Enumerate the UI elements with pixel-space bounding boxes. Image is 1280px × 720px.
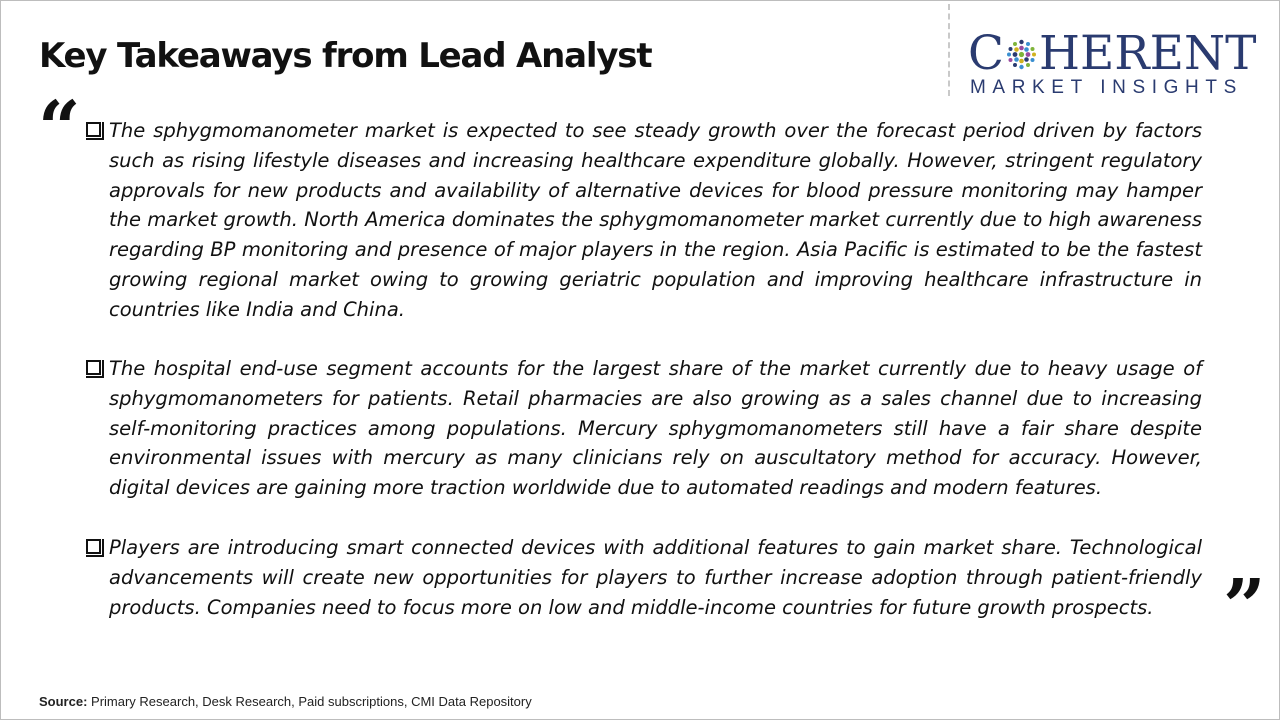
checkbox-bullet-icon [86, 360, 101, 375]
page-title: Key Takeaways from Lead Analyst [39, 36, 652, 76]
logo-wordmark [968, 26, 1257, 81]
takeaway-item [86, 116, 1202, 325]
source-note [39, 694, 532, 709]
header-divider [948, 4, 950, 96]
source-label: Source: [39, 694, 88, 709]
checkbox-bullet-icon [86, 122, 101, 137]
open-quote-icon: “ [38, 86, 81, 172]
logo-dot-globe-icon [1005, 38, 1038, 71]
logo-subtitle: MARKET INSIGHTS [970, 77, 1243, 98]
logo-letters-rest: HERENT [1038, 26, 1257, 81]
checkbox-bullet-icon [86, 539, 101, 554]
takeaway-text: The hospital end-use segment accounts for the largest share of the market currently due to heavy usage of sphygmomanometers for patients. Retail pharmacies are also growing as a sales channel due to increasing self-monitoring practices among populations. Mercury sphygmomanometers still have a fair share despite environmental issues with mercury as many clinicians rely on auscultatory method for accuracy. However, digital devices are gaining more traction worldwide due to automated readings and modern features. [109, 357, 1202, 500]
takeaway-text: Players are introducing smart connected devices with additional features to gain market share. Technological advancements will create new opportunities for players to further increase adoption through patient-friendly products. Companies need to focus more on low and middle-income countries for future growth prospects. [109, 536, 1202, 619]
takeaway-item [86, 533, 1202, 622]
company-logo [968, 26, 1260, 100]
logo-letter-c: C [968, 26, 1004, 81]
close-quote-icon: ” [1223, 564, 1266, 650]
takeaway-text: The sphygmomanometer market is expected to see steady growth over the forecast period driven by factors such as rising lifestyle diseases and increasing healthcare expenditure globally. However, stringent regulatory approvals for new products and availability of alternative devices for blood pressure monitoring may hamper the market growth. North America dominates the sphygmomanometer market currently due to high awareness regarding BP monitoring and presence of major players in the region. Asia Pacific is estimated to be the fastest growing regional market owing to growing geriatric population and improving healthcare infrastructure in countries like India and China. [109, 119, 1202, 321]
takeaway-item [86, 354, 1202, 503]
source-text: Primary Research, Desk Research, Paid subscriptions, CMI Data Repository [87, 694, 532, 709]
